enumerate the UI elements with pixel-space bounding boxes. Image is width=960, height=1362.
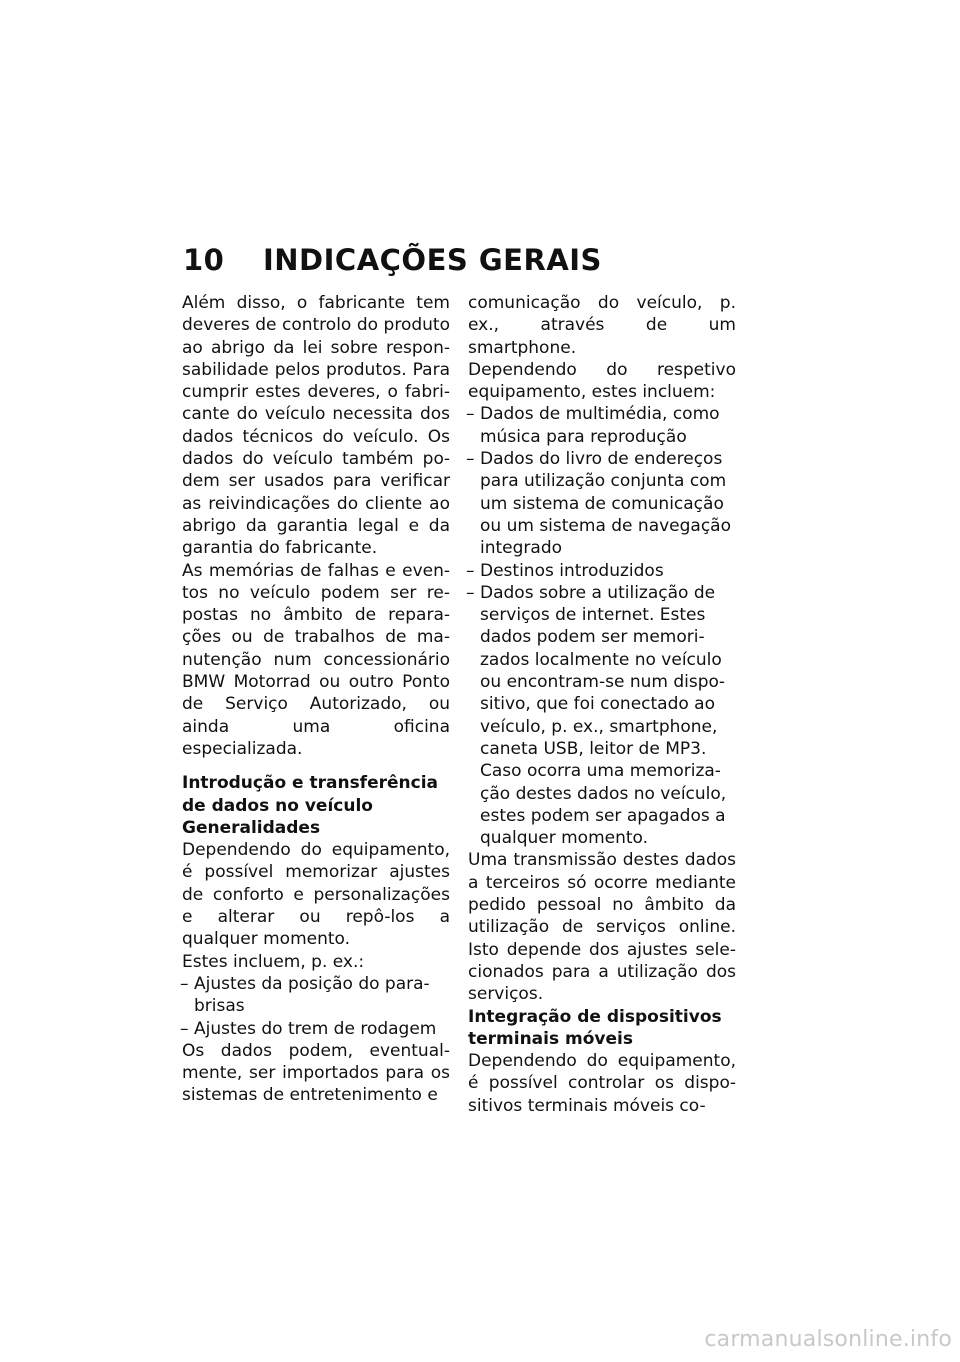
import-paragraph: Os dados podem, eventualmente, ser importados para os sistemas de entretenimento e — [182, 1040, 450, 1106]
list-item: – Dados do livro de endereços para utilização conjunta com um sistema de comunicação ou um sistema de navegação integrado — [468, 448, 736, 559]
transmission-paragraph: Uma transmissão destes dados a terceiros só ocorre mediante pedido pessoal no âmbito da utilização de serviços online. Isto depende dos ajustes selecionados para a utilização dos serviços. — [468, 850, 736, 1005]
list-intro: Dependendo do respetivo equipamento, estes incluem: — [468, 359, 736, 403]
subheading-generalities: Generalidades — [182, 817, 321, 838]
intro-paragraph: Além disso, o fabricante tem deveres de controlo do produto ao abrigo da lei sobre responsabilidade pelos produtos. Para cumprir estes deveres, o fabricante do veículo necessita dos dados técnicos do veículo. Os dados do veículo também podem ser usados para verificar as reivindicações do cliente ao abrigo da garantia legal e da garantia do fabricante. — [182, 293, 450, 559]
memory-paragraph: As memórias de falhas e eventos no veículo podem ser repostas no âmbito de reparações ou de trabalhos de manutenção num concessionário BMW Motorrad ou outro Ponto de Serviço Autorizado, ou ainda uma oficina especializada. — [182, 560, 450, 759]
right-column — [468, 292, 736, 1117]
section-heading-data-transfer: Introdução e transferência de dados no veículo — [182, 773, 439, 816]
left-column — [182, 292, 450, 1107]
list-item: – Dados sobre a utilização de serviços de internet. Estes dados podem ser memorizados localmente no veículo ou encontram-se num dispositivo, que foi conectado ao veículo, p. ex., smartphone, caneta USB, leitor de MP3. Caso ocorra uma memorização destes dados no veículo, estes podem ser apagados a qualquer momento. — [468, 582, 736, 850]
chapter-number: 10 — [183, 243, 225, 277]
settings-list — [182, 973, 450, 1040]
continuation-paragraph: comunicação do veículo, p. ex., através de um smartphone. — [468, 293, 736, 358]
watermark: carmanualsonline.info — [704, 1327, 952, 1352]
general-paragraph: Dependendo do equipamento, é possível memorizar ajustes de conforto e personalizações e alterar ou repô-los a qualquer momento. — [182, 840, 450, 950]
chapter-title: INDICAÇÕES GERAIS — [263, 243, 602, 277]
data-types-list — [468, 403, 736, 849]
section-heading-mobile-devices: Integração de dispositivos terminais móveis — [468, 1006, 722, 1049]
integration-paragraph: Dependendo do equipamento, é possível controlar os dispositivos terminais móveis co- — [468, 1051, 736, 1116]
list-intro: Estes incluem, p. ex.: — [182, 951, 365, 972]
list-item: – Ajustes do trem de rodagem — [182, 1018, 450, 1040]
chapter-heading — [183, 240, 602, 280]
list-item: – Dados de multimédia, como música para reprodução — [468, 403, 736, 448]
list-item: – Ajustes da posição do parabrisas — [182, 973, 450, 1018]
list-item: – Destinos introduzidos — [468, 560, 736, 582]
